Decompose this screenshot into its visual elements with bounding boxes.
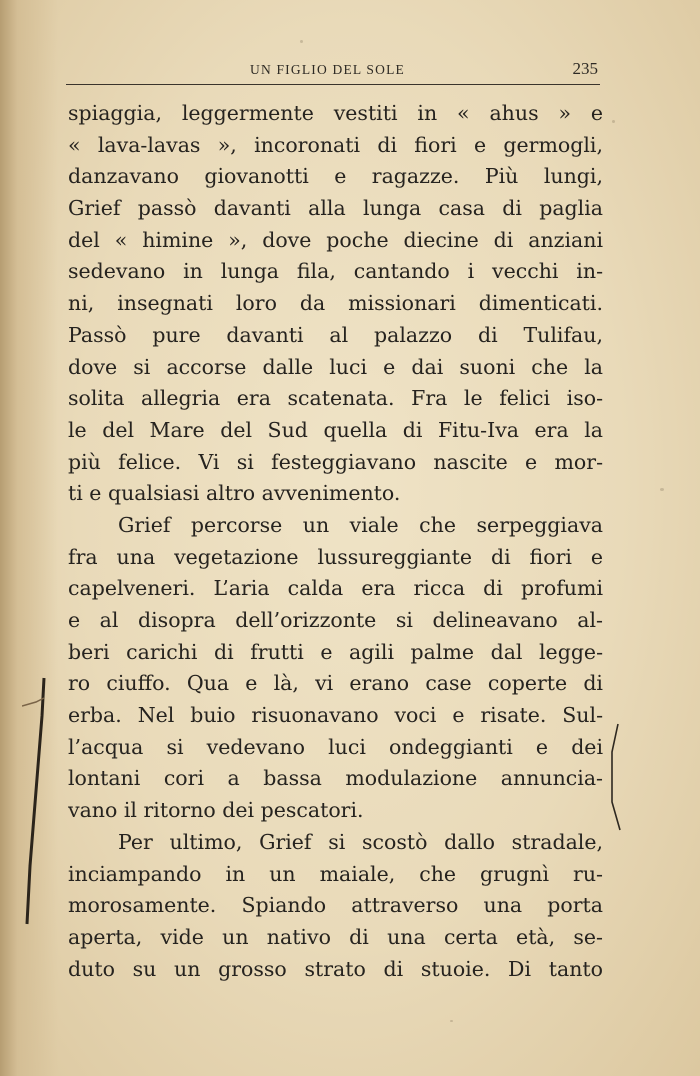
page-number: 235 (572, 59, 598, 78)
text-line: ni, insegnati loro da missionari dimenticati. (68, 291, 603, 316)
text-line: fra una vegetazione lussureggiante di fiori e (68, 544, 603, 569)
text-line: Grief passò davanti alla lunga casa di paglia (68, 196, 603, 221)
text-line: e al disopra dell’orizzonte si delineavano al- (68, 608, 603, 632)
paper-speck (300, 40, 303, 43)
paper-speck (450, 1020, 453, 1022)
page-header (66, 58, 600, 82)
text-line: le del Mare del Sud quella di Fitu-Iva era la (68, 417, 603, 442)
text-line: beri carichi di frutti e agili palme dal legge- (68, 639, 603, 664)
text-line: Passò pure davanti al palazzo di Tulifau, (68, 322, 603, 347)
text-line: ti e qualsiasi altro avvenimento. (68, 481, 401, 506)
text-line: vano il ritorno dei pescatori. (68, 798, 364, 823)
text-line: più felice. Vi si festeggiavano nascite e mor- (68, 449, 603, 474)
paragraph-start-line: Per ultimo, Grief si scostò dallo stradale, (118, 829, 603, 854)
paper-speck (612, 120, 615, 123)
text-line: morosamente. Spiando attraverso una porta (68, 893, 603, 918)
text-line: aperta, vide un nativo di una certa età, se- (68, 924, 603, 949)
text-line: sedevano in lunga fila, cantando i vecchi in- (68, 259, 603, 284)
text-line: spiaggia, leggermente vestiti in « ahus » e (68, 101, 603, 125)
text-line: capelveneri. L’aria calda era ricca di profumi (68, 576, 603, 601)
body-text (68, 98, 603, 985)
header-rule (66, 84, 600, 85)
running-head: UN FIGLIO DEL SOLE (250, 62, 405, 77)
text-line: lontani cori a bassa modulazione annuncia- (68, 766, 603, 791)
text-line: solita allegria era scatenata. Fra le felici iso- (68, 386, 603, 411)
paragraph-start-line: Grief percorse un viale che serpeggiava (118, 512, 603, 537)
text-line: erba. Nel buio risuonavano voci e risate. Sul- (68, 703, 603, 728)
text-line: « lava-lavas », incoronati di fiori e germogli, (68, 132, 603, 157)
text-line: dove si accorse dalle luci e dai suoni che la (68, 354, 603, 379)
text-line: del « himine », dove poche diecine di anziani (68, 227, 603, 252)
text-line: l’acqua si vedevano luci ondeggianti e dei (68, 734, 603, 759)
text-line: inciampando in un maiale, che grugnì ru- (68, 861, 603, 886)
text-line: danzavano giovanotti e ragazze. Più lungi, (68, 164, 603, 189)
margin-bracket-mark (606, 722, 628, 832)
page-tear-mark (22, 676, 48, 926)
text-line: ro ciuffo. Qua e là, vi erano case coperte di (68, 671, 603, 696)
paper-speck (660, 488, 664, 491)
text-line: duto su un grosso strato di stuoie. Di tanto (68, 956, 603, 981)
